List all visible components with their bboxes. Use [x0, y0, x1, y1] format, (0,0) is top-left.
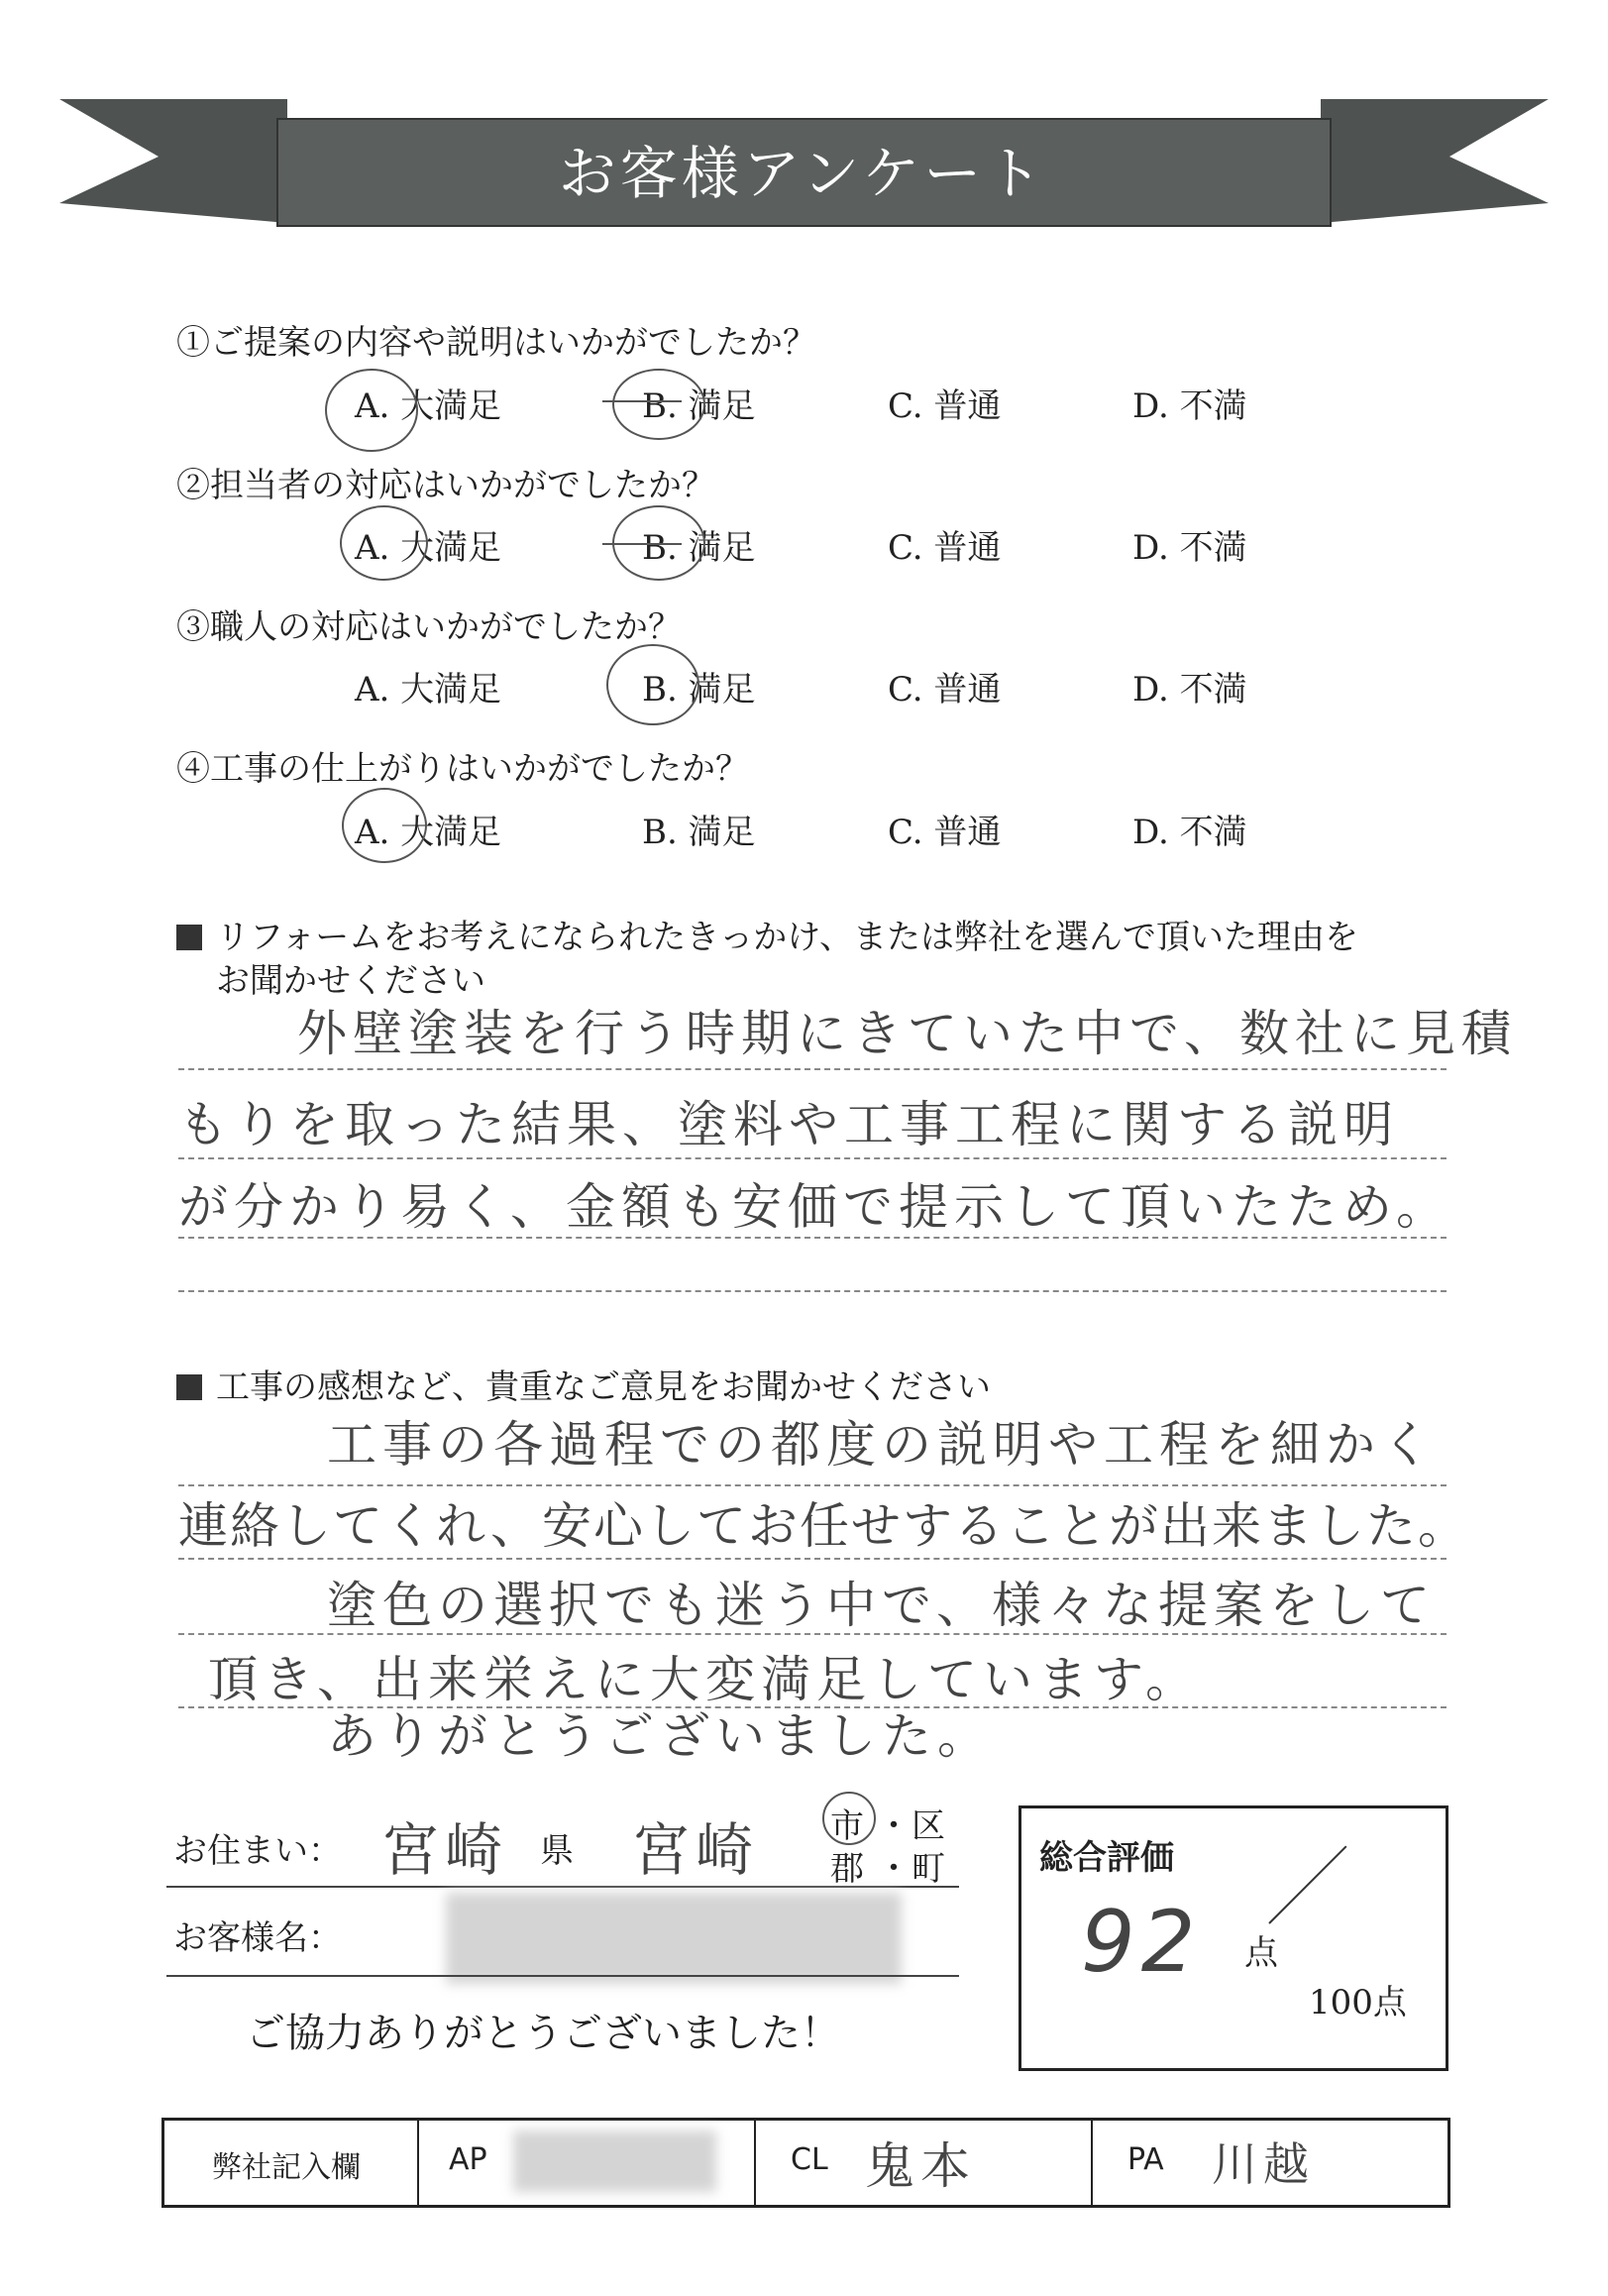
pa-value: 川越 [1212, 2137, 1315, 2191]
impression-heading: 工事の感想など、貴重なご意見をお聞かせください [176, 1360, 991, 1408]
question-3: ③職人の対応はいかがでしたか？ [176, 607, 682, 647]
q3-circle-b [606, 644, 699, 725]
q4-option-c: C. 普通 [888, 813, 1002, 852]
office-label: 弊社記入欄 [212, 2150, 361, 2185]
score-max: 100点 [1309, 1983, 1407, 2023]
dot-1: ・ [877, 1806, 911, 1846]
bullet-square-icon [176, 925, 202, 950]
impression-line-4: 頂き、出来栄えに大変満足しています。 [208, 1651, 1201, 1708]
impression-line-2: 連絡してくれ、安心してお任せすることが出来ました。 [178, 1497, 1469, 1555]
reason-heading-2: お聞かせください [216, 961, 485, 1001]
ap-cell [417, 2121, 756, 2205]
reason-rule-1 [178, 1068, 1447, 1070]
pa-cell [1091, 2121, 1449, 2205]
q1-strike-b [602, 400, 682, 402]
impression-line-3: 塗色の選択でも迷う中で、様々な提案をして [327, 1577, 1436, 1634]
q3-option-b: B. 満足 [642, 670, 756, 710]
address-label: お住まい： [173, 1831, 342, 1871]
score-value: 92 [1081, 1893, 1202, 1992]
q4-circle-a [342, 788, 427, 863]
q3-option-d: D. 不満 [1132, 670, 1247, 710]
prefecture-suffix: 県 [540, 1831, 574, 1871]
city-value: 宮崎 [632, 1816, 760, 1884]
impression-rule-3 [178, 1633, 1447, 1635]
q1-option-b: B. 満足 [642, 386, 756, 426]
prefecture-value: 宮崎 [381, 1816, 509, 1884]
q1-option-a: A. 大満足 [355, 386, 502, 426]
q3-option-c: C. 普通 [888, 670, 1002, 710]
reason-heading: リフォームをお考えになられたきっかけ、または弊社を選んで頂いた理由を [176, 910, 1358, 958]
pa-label: PA [1127, 2142, 1164, 2177]
score-unit: 点 [1244, 1933, 1278, 1973]
q4-option-d: D. 不満 [1132, 813, 1247, 852]
score-slash [1268, 1846, 1346, 1924]
name-underline [166, 1975, 959, 1977]
cl-value: 鬼本 [865, 2137, 976, 2195]
reason-rule-2 [178, 1157, 1447, 1159]
reason-rule-4 [178, 1290, 1447, 1292]
impression-line-1: 工事の各過程での都度の説明や工程を細かく [327, 1416, 1437, 1474]
impression-rule-2 [178, 1558, 1447, 1560]
customer-name-label: お客様名： [173, 1918, 342, 1958]
question-2: ②担当者の対応はいかがでしたか？ [176, 466, 715, 505]
suffix-town: 町 [911, 1849, 945, 1889]
q1-circle-a [325, 369, 418, 452]
q2-strike-b [602, 543, 682, 545]
page-title: お客様アンケート [558, 140, 1047, 207]
score-title: 総合評価 [1039, 1838, 1174, 1878]
q4-option-b: B. 満足 [642, 813, 756, 852]
ap-label: AP [449, 2142, 487, 2177]
reason-rule-3 [178, 1237, 1447, 1239]
customer-name-redacted [446, 1893, 902, 1984]
dot-2: ・ [877, 1849, 911, 1889]
ap-redacted [513, 2131, 716, 2192]
q4-option-a: A. 大満足 [355, 813, 502, 852]
score-box [1018, 1805, 1448, 2071]
q2-circle-a [340, 505, 428, 581]
q2-option-b: B. 満足 [642, 528, 756, 568]
suffix-city: 市 [830, 1806, 864, 1846]
suffix-gun: 郡 [830, 1849, 864, 1889]
reason-line-3: が分かり易く、金額も安価で提示して頂いたため。 [178, 1178, 1451, 1236]
q2-option-c: C. 普通 [888, 528, 1002, 568]
q1-circle-b [612, 369, 705, 440]
suffix-ward: 区 [911, 1806, 945, 1846]
city-circle [822, 1792, 876, 1845]
q1-option-d: D. 不満 [1132, 386, 1247, 426]
question-1: ①ご提案の内容や説明はいかがでしたか？ [176, 323, 816, 363]
q2-option-d: D. 不満 [1132, 528, 1247, 568]
office-use-row [161, 2118, 1450, 2208]
q2-option-a: A. 大満足 [355, 528, 502, 568]
question-4: ④工事の仕上がりはいかがでしたか？ [176, 749, 749, 789]
thanks-message: ご協力ありがとうございました！ [246, 2011, 840, 2056]
q3-option-a: A. 大満足 [355, 670, 502, 710]
bullet-square-icon [176, 1374, 202, 1400]
reason-line-1: 外壁塗装を行う時期にきていた中で、数社に見積 [297, 1005, 1517, 1062]
reason-line-2: もりを取った結果、塗料や工事工程に関する説明 [178, 1096, 1399, 1153]
address-underline [166, 1886, 959, 1888]
q1-option-c: C. 普通 [888, 386, 1002, 426]
impression-line-5: ありがとうございました。 [327, 1707, 993, 1765]
cl-cell [754, 2121, 1093, 2205]
cl-label: CL [791, 2142, 828, 2177]
